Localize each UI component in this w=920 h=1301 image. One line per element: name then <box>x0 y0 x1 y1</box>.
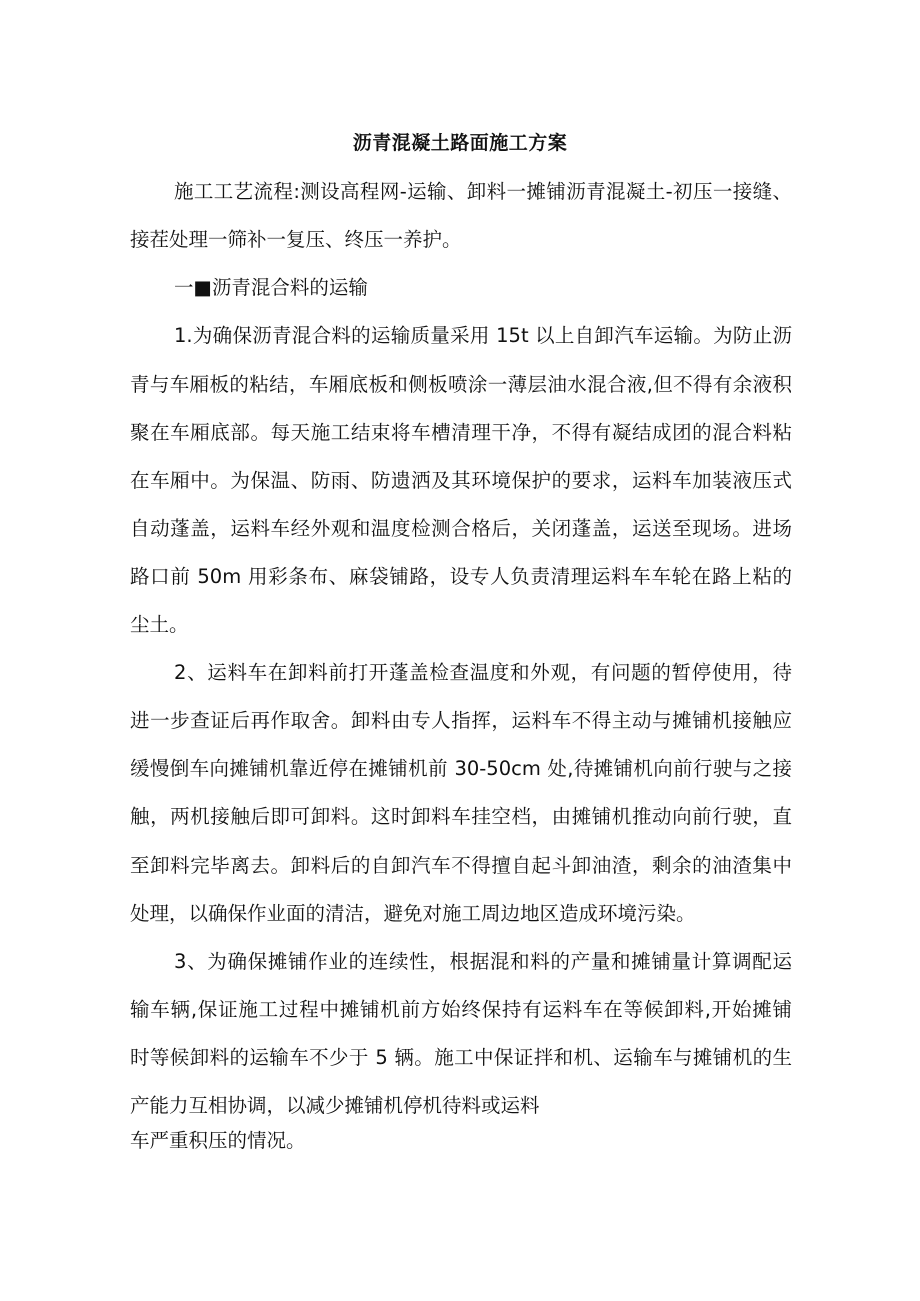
paragraph-line: 缓慢倒车向摊铺机靠近停在摊铺机前 30-50cm 处,待摊铺机向前行驶与之接 <box>130 757 792 780</box>
paragraph-line: 聚在车厢底部。每天施工结束将车槽清理干净，不得有凝结成团的混合料粘 <box>130 421 792 444</box>
paragraph-line: 青与车厢板的粘结，车厢底板和侧板喷涂一薄层油水混合液,但不得有余液积 <box>130 373 792 396</box>
paragraph-line: 接茬处理一筛补一复压、终压一养护。 <box>130 228 462 251</box>
paragraph-line: 尘土。 <box>130 613 189 636</box>
paragraph-line: 3、为确保摊铺作业的连续性，根据混和料的产量和摊铺量计算调配运 <box>174 950 792 973</box>
paragraph-line: 车严重积压的情况。 <box>130 1129 306 1152</box>
paragraph-line: 自动蓬盖，运料车经外观和温度检测合格后，关闭蓬盖，运送至现场。进场 <box>130 517 792 540</box>
paragraph-line: 路口前 50m 用彩条布、麻袋铺路，设专人负责清理运料车车轮在路上粘的 <box>130 565 792 588</box>
paragraph-line: 1.为确保沥青混合料的运输质量采用 15t 以上自卸汽车运输。为防止沥 <box>174 324 792 347</box>
paragraph-line: 处理，以确保作业面的清洁，避免对施工周边地区造成环境污染。 <box>130 902 696 925</box>
paragraph-line: 输车辆,保证施工过程中摊铺机前方始终保持有运料车在等候卸料,开始摊铺 <box>130 998 792 1021</box>
paragraph-line: 触，两机接触后即可卸料。这时卸料车挂空档，由摊铺机推动向前行驶，直 <box>130 805 792 828</box>
paragraph-line: 在车厢中。为保温、防雨、防遗洒及其环境保护的要求，运料车加装液压式 <box>130 469 792 492</box>
document-title: 沥青混凝土路面施工方案 <box>352 132 568 154</box>
paragraph-line: 2、运料车在卸料前打开蓬盖检查温度和外观，有问题的暂停使用，待 <box>174 661 792 684</box>
paragraph-line: 施工工艺流程:测设高程网-运输、卸料一摊铺沥青混凝土-初压一接缝、 <box>174 180 792 203</box>
paragraph-line: 产能力互相协调，以减少摊铺机停机待料或运料 <box>130 1094 540 1117</box>
paragraph-line: 进一步查证后再作取舍。卸料由专人指挥，运料车不得主动与摊铺机接触应 <box>130 709 792 732</box>
paragraph-line: 至卸料完毕离去。卸料后的自卸汽车不得擅自起斗卸油渣，剩余的油渣集中 <box>130 854 792 877</box>
paragraph-line: 时等候卸料的运输车不少于 5 辆。施工中保证拌和机、运输车与摊铺机的生 <box>130 1046 792 1069</box>
section-heading: 一■沥青混合料的运输 <box>174 276 368 299</box>
